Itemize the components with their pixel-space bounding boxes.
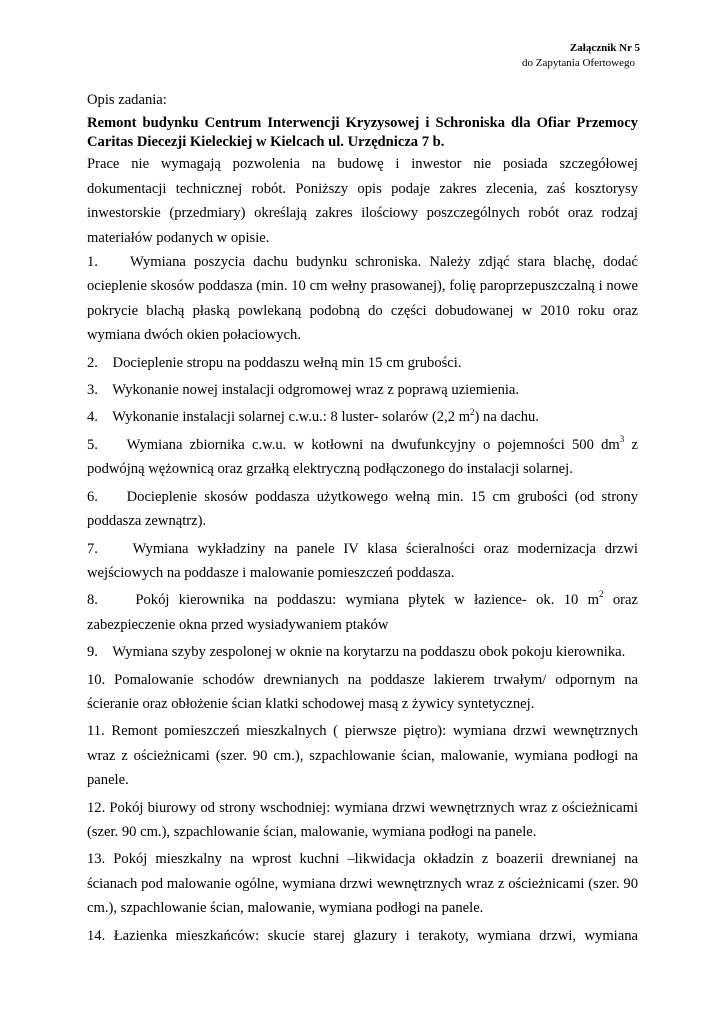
task-item-8 bbox=[87, 588, 638, 637]
task-item-5 bbox=[87, 433, 638, 482]
task-item-8-sup: 2 bbox=[599, 589, 604, 600]
task-item-5-text-b: z podwójną wężownicą oraz grzałką elektryczną podłączonego do instalacji solarnej. bbox=[87, 436, 638, 478]
document-title: Remont budynku Centrum Interwencji Kryzysowej i Schroniska dla Ofiar Przemocy Caritas Diecezji Kieleckiej w Kielcach ul. Urzędnicza 7 b. bbox=[87, 115, 638, 151]
task-item-5-sup: 3 bbox=[619, 434, 625, 445]
task-item-4-text-b: ) na dachu. bbox=[474, 409, 539, 426]
task-item-2: 2. Docieplenie stropu na poddaszu wełną min 15 cm grubości. bbox=[87, 354, 462, 371]
task-item-13: 13. Pokój mieszkalny na wprost kuchni –likwidacja okładzin z boazerii drewnianej na ścianach pod malowanie ogólne, wymiana drzwi wewnętrznych wraz z ościeżnicami (szer. 90 cm.), szpachlowanie ścian, malowanie, wymiana podłogi na panele. bbox=[87, 851, 638, 917]
attachment-sublabel: do Zapytania Ofertowego bbox=[521, 57, 635, 69]
task-item-12: 12. Pokój biurowy od strony wschodniej: wymiana drzwi wewnętrznych wraz z ościeżnicami (szer. 90 cm.), szpachlowanie ścian, malowanie, wymiana podłogi na panele. bbox=[87, 799, 638, 840]
task-item-1: 1. Wymiana poszycia dachu budynku schroniska. Należy zdjąć stara blachę, dodać ocieplenie skosów poddasza (min. 10 cm wełny prasowanej), folię paroprzepuszczalną i nowe pokrycie blachą płaską powlekaną podobną do części dobudowanej w 2010 roku oraz wymiana dwóch okien połaciowych. bbox=[87, 254, 638, 344]
task-item-6: 6. Docieplenie skosów poddasza użytkowego wełną min. 15 cm grubości (od strony poddasza zewnątrz). bbox=[87, 488, 638, 530]
task-item-11: 11. Remont pomieszczeń mieszkalnych ( pierwsze piętro): wymiana drzwi wewnętrznych wraz z ościeżnicami (szer. 90 cm.), szpachlowanie ścian, malowanie, wymiana podłogi na panele. bbox=[87, 723, 638, 789]
intro-paragraph: Prace nie wymagają pozwolenia na budowę i inwestor nie posiada szczegółowej dokumentacji technicznej robót. Poniższy opis podaje zakres zlecenia, zaś kosztorysy inwestorskie (przedmiary) określają zakres ilościowy poszczególnych robót oraz rodzaj materiałów podanych w opisie. bbox=[87, 156, 638, 246]
task-item-4-sup: 2 bbox=[470, 406, 475, 417]
task-item-4-text-a: 4. Wykonanie instalacji solarnej c.w.u.: 8 luster- solarów (2,2 m bbox=[87, 409, 471, 426]
task-item-5-text-a: 5. Wymiana zbiornika c.w.u. w kotłowni na dwufunkcyjny o pojemności 500 dm bbox=[87, 436, 620, 453]
task-item-14: 14. Łazienka mieszkańców: skucie starej glazury i terakoty, wymiana drzwi, wymiana bbox=[87, 927, 638, 944]
task-item-9: 9. Wymiana szyby zespolonej w oknie na korytarzu na poddaszu obok pokoju kierownika. bbox=[87, 644, 626, 661]
task-list bbox=[87, 250, 638, 948]
task-item-4 bbox=[87, 405, 638, 429]
task-item-3: 3. Wykonanie nowej instalacji odgromowej wraz z poprawą uziemienia. bbox=[87, 382, 520, 399]
document-body bbox=[87, 88, 638, 951]
task-item-8-text-b: oraz zabezpieczenie okna przed wysiadywaniem ptaków bbox=[87, 592, 638, 633]
task-label: Opis zadania: bbox=[87, 92, 167, 108]
task-item-7: 7. Wymiana wykładziny na panele IV klasa ścieralności oraz modernizacja drzwi wejściowych na poddasze i malowanie pomieszczeń poddasza. bbox=[87, 540, 638, 581]
task-item-8-text-a: 8. Pokój kierownika na poddaszu: wymiana płytek w łazience- ok. 10 m bbox=[87, 592, 600, 609]
task-item-10: 10. Pomalowanie schodów drewnianych na poddasze lakierem trwałym/ odpornym na ścieranie oraz obłożenie ścian klatki schodowej masą z żywicy syntetycznej. bbox=[87, 671, 638, 712]
attachment-label: Załącznik Nr 5 bbox=[569, 42, 640, 54]
